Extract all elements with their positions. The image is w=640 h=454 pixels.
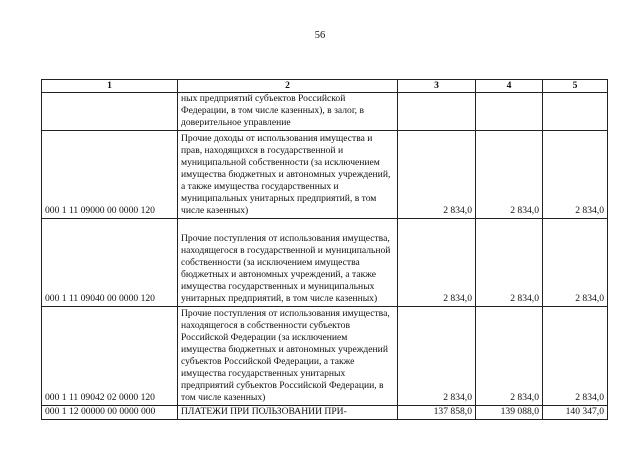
value-col-5: 140 347,0 — [543, 406, 608, 420]
value-col-3: 2 834,0 — [398, 219, 476, 307]
value-col-3: 2 834,0 — [398, 307, 476, 406]
classification-code: 000 1 11 09000 00 0000 120 — [42, 131, 178, 219]
value-col-3 — [398, 93, 476, 131]
column-header-2: 2 — [178, 80, 398, 93]
value-col-5: 2 834,0 — [543, 307, 608, 406]
value-col-5: 2 834,0 — [543, 131, 608, 219]
value-col-3: 2 834,0 — [398, 131, 476, 219]
column-header-4: 4 — [476, 80, 543, 93]
classification-code: 000 1 11 09042 02 0000 120 — [42, 307, 178, 406]
column-header-3: 3 — [398, 80, 476, 93]
row-description: Прочие поступления от использования имущества, находящегося в государственной и муниципальной собственности (за исключением имущества бюджетных и автономных учреждений, а также имущества государственных и муниципальных унитарных предприятий, в том числе казенных) — [178, 219, 398, 307]
value-col-5 — [543, 93, 608, 131]
column-header-5: 5 — [543, 80, 608, 93]
value-col-4 — [476, 93, 543, 131]
header-row — [42, 80, 608, 93]
value-col-4: 139 088,0 — [476, 406, 543, 420]
value-col-3: 137 858,0 — [398, 406, 476, 420]
table-row — [42, 307, 608, 406]
table-row — [42, 131, 608, 219]
value-col-4: 2 834,0 — [476, 219, 543, 307]
row-description: Прочие доходы от использования имущества и прав, находящихся в государственной и муниципальной собственности (за исключением имущества бюджетных и автономных учреждений, а также имущества государственных и муниципальных унитарных предприятий, в том числе казенных) — [178, 131, 398, 219]
row-description: ных предприятий субъектов Российской Федерации, в том числе казенных), в залог, в доверительное управление — [178, 93, 398, 131]
value-col-5: 2 834,0 — [543, 219, 608, 307]
table-row — [42, 219, 608, 307]
column-header-1: 1 — [42, 80, 178, 93]
classification-code — [42, 93, 178, 131]
table-row — [42, 406, 608, 420]
page-number: 56 — [314, 30, 326, 41]
classification-code: 000 1 11 09040 00 0000 120 — [42, 219, 178, 307]
budget-table — [41, 79, 608, 420]
value-col-4: 2 834,0 — [476, 307, 543, 406]
value-col-4: 2 834,0 — [476, 131, 543, 219]
row-description: Прочие поступления от использования имущества, находящегося в собственности субъектов Российской Федерации (за исключением имущества бюджетных и автономных учреждений субъектов Российской Федерации, а также имущества государственных унитарных предприятий субъектов Российской Федерации, в том числе казенных) — [178, 307, 398, 406]
classification-code: 000 1 12 00000 00 0000 000 — [42, 406, 178, 420]
row-description: ПЛАТЕЖИ ПРИ ПОЛЬЗОВАНИИ ПРИ- — [178, 406, 398, 420]
table-row — [42, 93, 608, 131]
